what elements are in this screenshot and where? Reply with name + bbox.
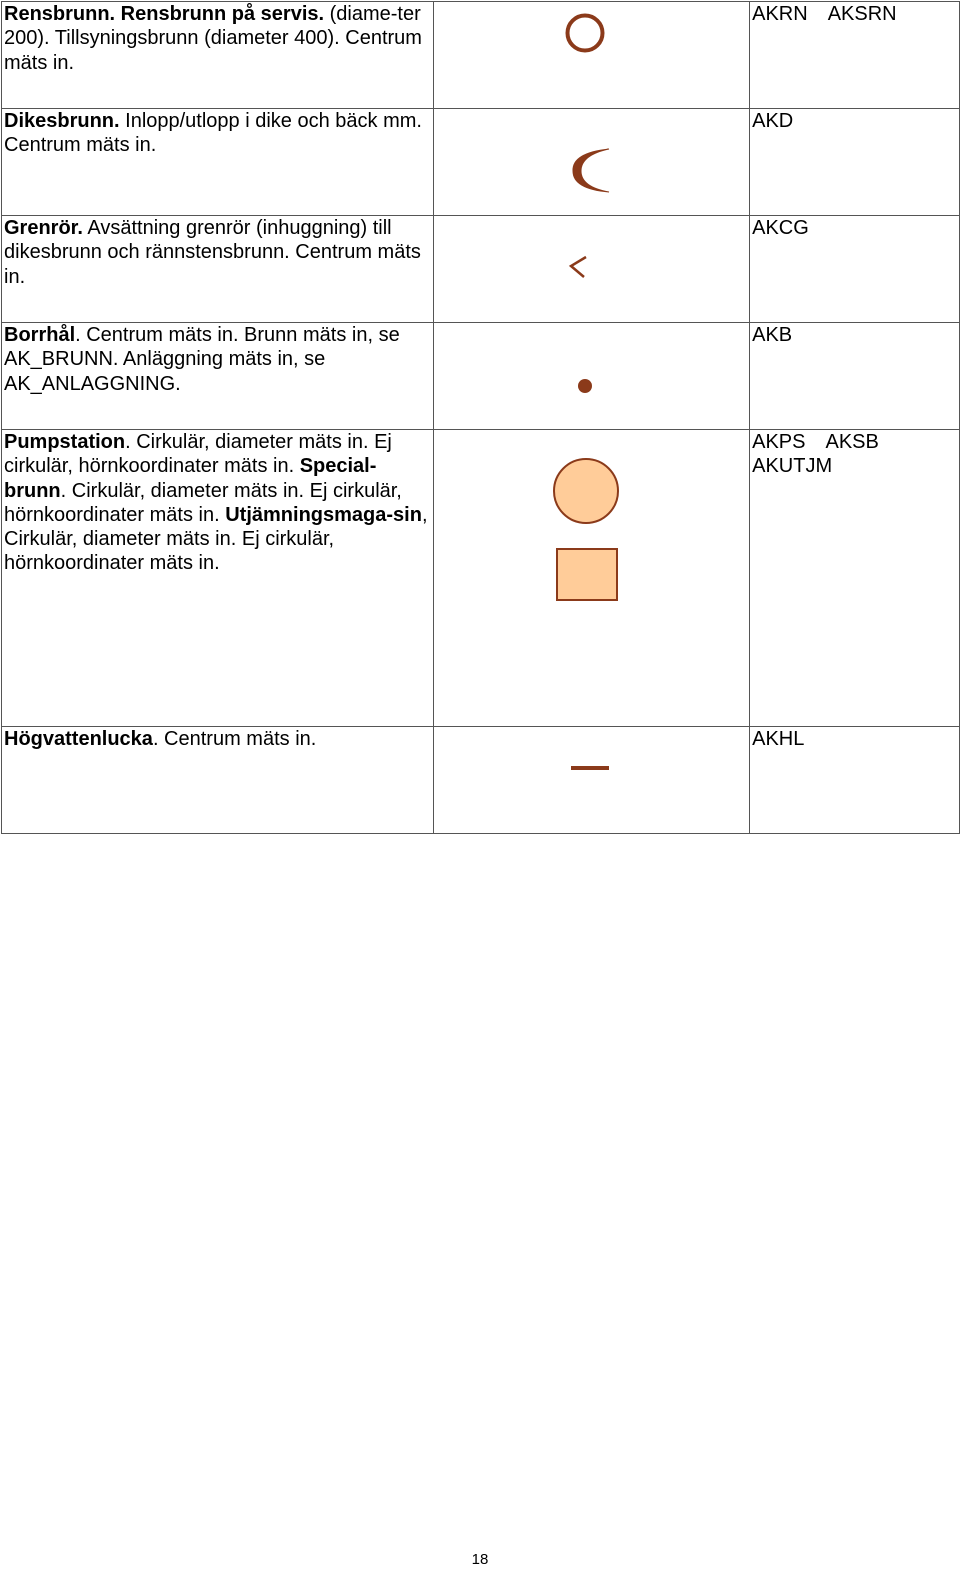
code-cell: AKHL xyxy=(750,727,960,834)
symbol-cell xyxy=(434,323,750,430)
page-number: 18 xyxy=(471,1551,489,1568)
table-row xyxy=(2,430,960,727)
code-cell: AKB xyxy=(750,323,960,430)
symbol-cell xyxy=(434,109,750,216)
description-cell: Högvattenlucka. Centrum mäts in. xyxy=(2,727,434,834)
open-circle-icon xyxy=(434,2,750,108)
code-cell: AKD xyxy=(750,109,960,216)
table-row xyxy=(2,2,960,109)
table-row xyxy=(2,216,960,323)
table-row xyxy=(2,323,960,430)
symbol-table xyxy=(1,1,960,834)
code-cell: AKPS AKSB AKUTJM xyxy=(750,430,960,727)
description-cell: Borrhål. Centrum mäts in. Brunn mäts in, se AK_BRUNN. Anläggning mäts in, se AK_ANLAGGNING. xyxy=(2,323,434,430)
description-cell: Rensbrunn. Rensbrunn på servis. (diame-ter 200). Tillsyningsbrunn (diameter 400). Centrum mäts in. xyxy=(2,2,434,109)
symbol-cell xyxy=(434,216,750,323)
description-cell: Pumpstation. Cirkulär, diameter mäts in. Ej cirkulär, hörnkoordinater mäts in. Special-brunn. Cirkulär, diameter mäts in. Ej cirkulär, hörnkoordinater mäts in. Utjämningsmaga-sin, Cirkulär, diameter mäts in. Ej cirkulär, hörnkoordinater mäts in. xyxy=(2,430,434,727)
angle-icon xyxy=(434,216,750,322)
table-row xyxy=(2,109,960,216)
crescent-icon xyxy=(434,109,750,215)
symbol-cell xyxy=(434,2,750,109)
symbol-cell xyxy=(434,727,750,834)
filled-circle-and-square-icon xyxy=(434,430,750,726)
symbol-cell xyxy=(434,430,750,727)
table-row xyxy=(2,727,960,834)
description-cell: Grenrör. Avsättning grenrör (inhuggning) till dikesbrunn och rännstensbrunn. Centrum mäts in. xyxy=(2,216,434,323)
dash-icon xyxy=(434,727,750,833)
description-cell: Dikesbrunn. Inlopp/utlopp i dike och bäck mm. Centrum mäts in. xyxy=(2,109,434,216)
dot-icon xyxy=(434,323,750,429)
code-cell: AKRN AKSRN xyxy=(750,2,960,109)
code-cell: AKCG xyxy=(750,216,960,323)
